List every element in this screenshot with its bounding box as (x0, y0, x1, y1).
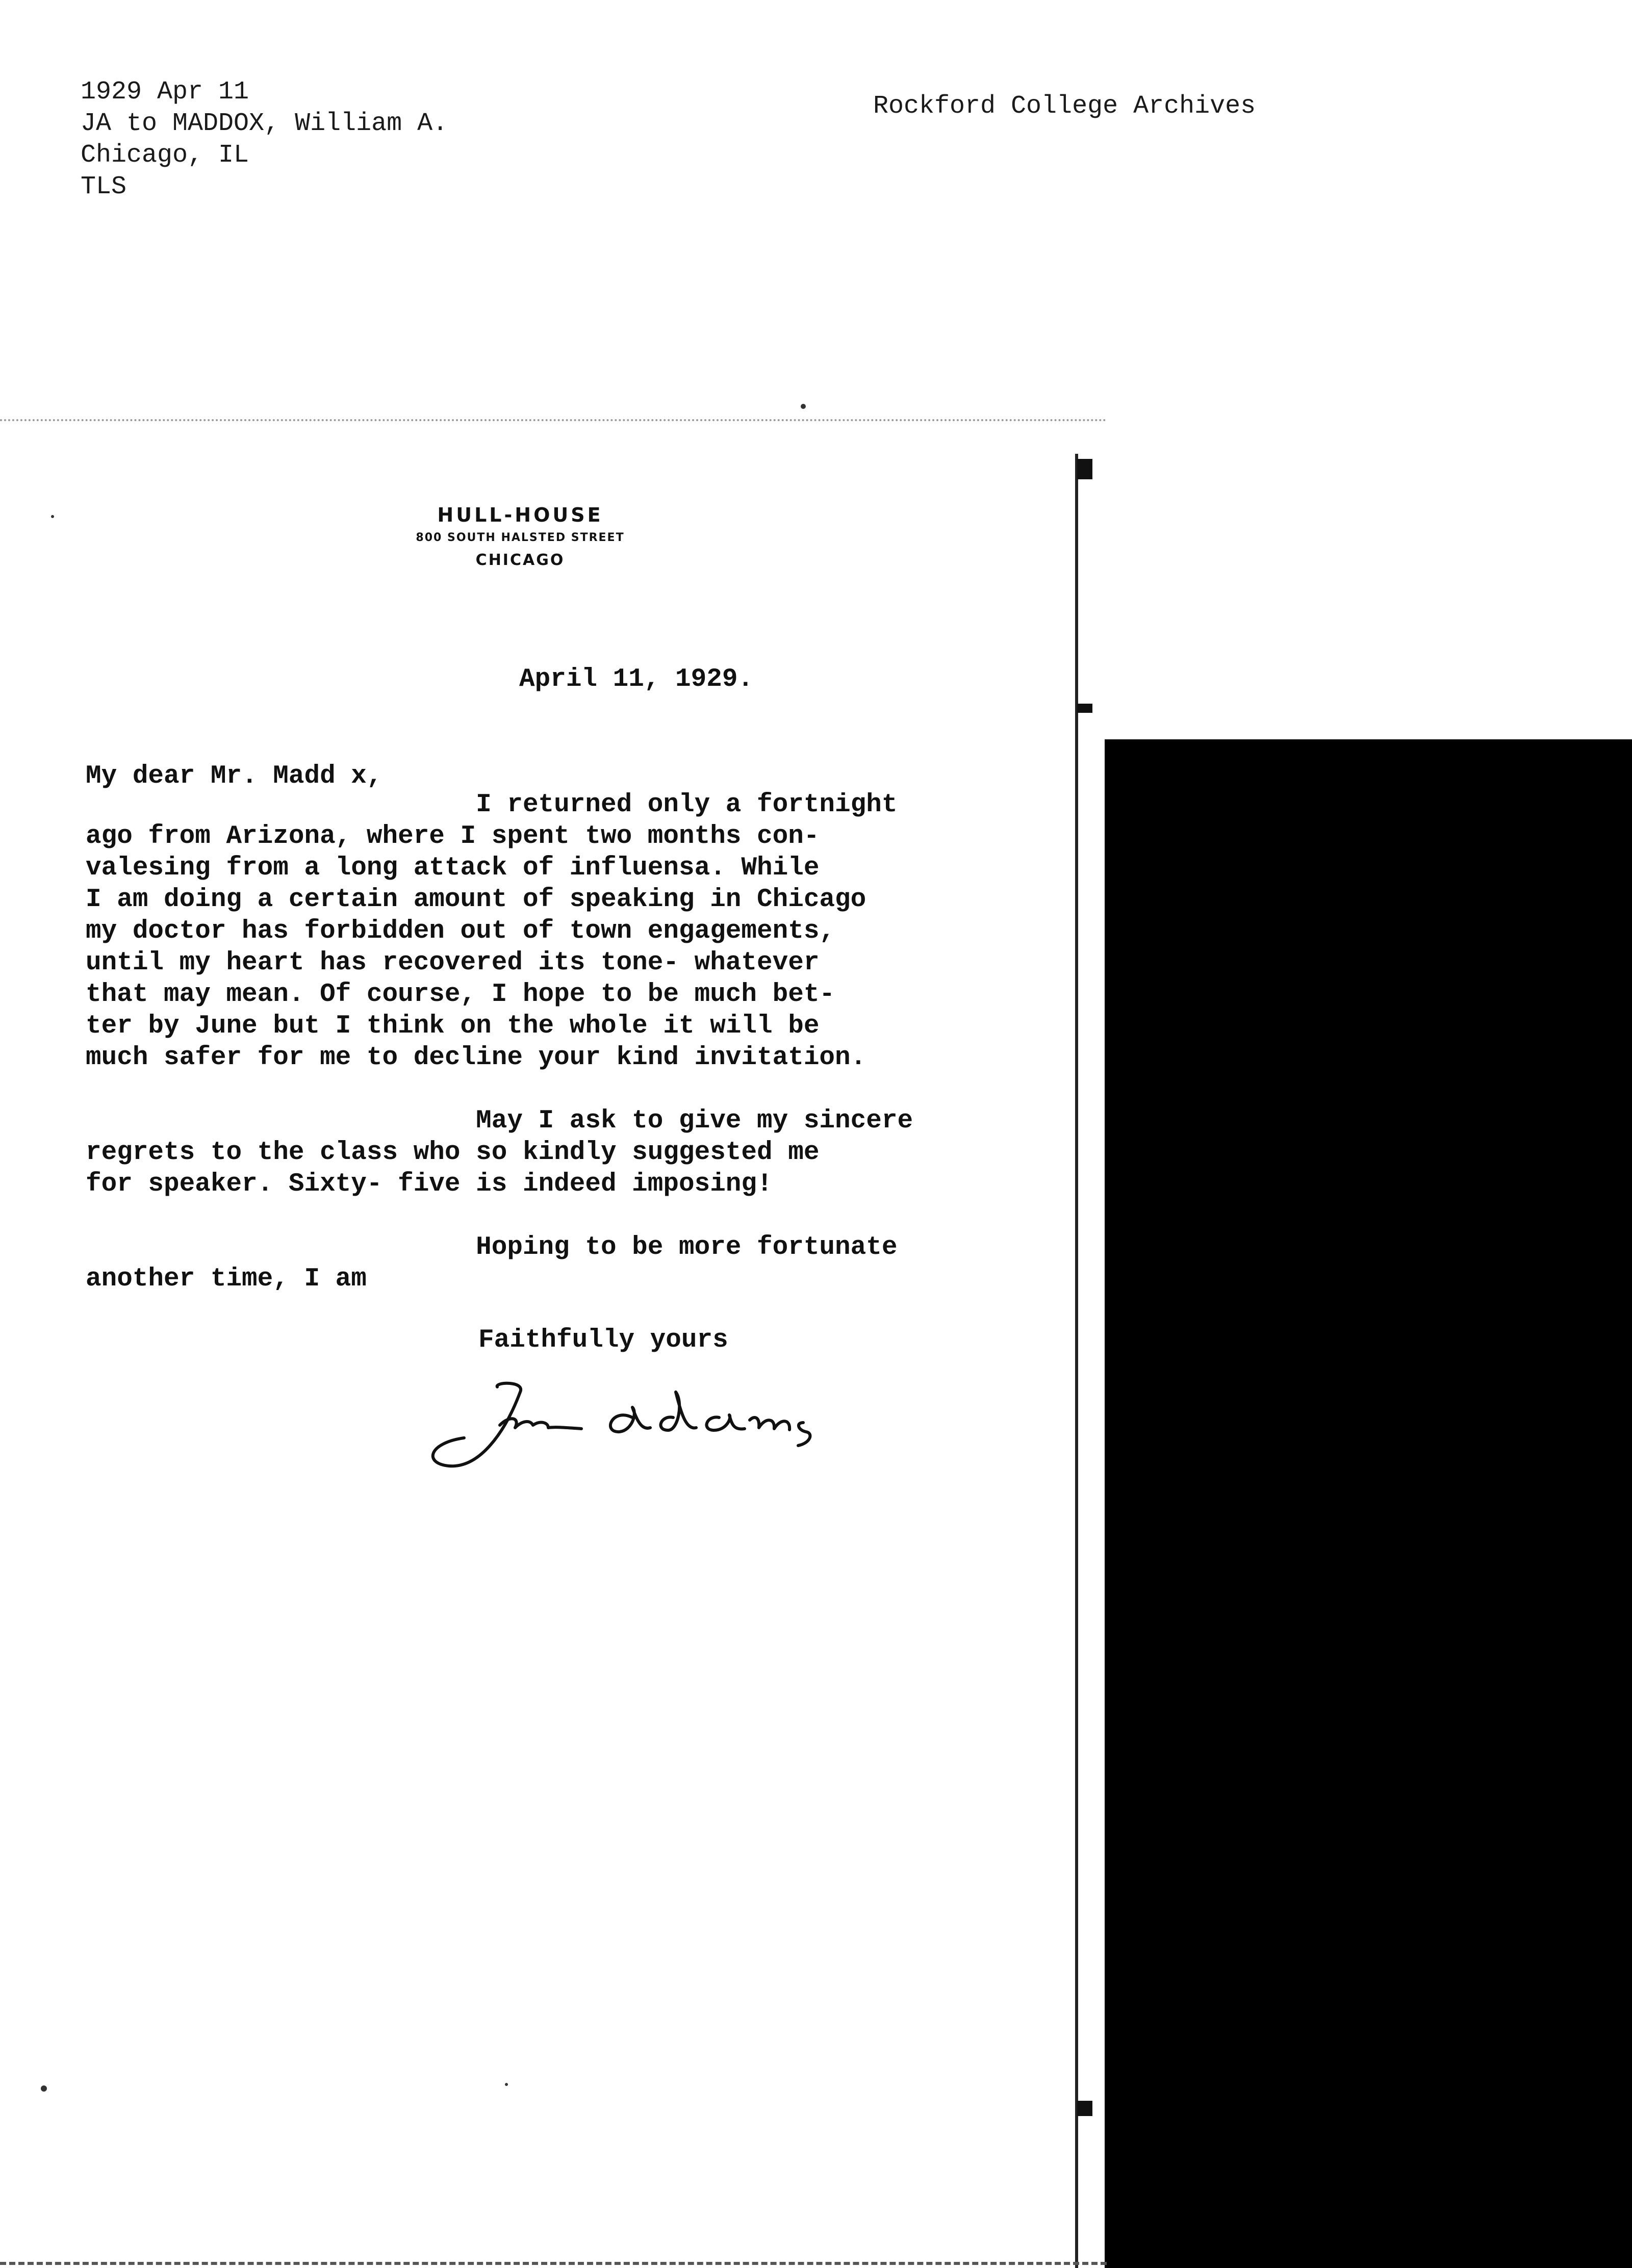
page-edge-mark (1077, 704, 1092, 713)
letter-body: I returned only a fortnight ago from Arizona, where I spent two months con- valesing from a long attack of influensa. While I am doing a certain amount of speaking in Chicago my doctor has forbidden out of town engagements, until my heart has recovered its tone- whatever that may mean. Of course, I hope to be much bet- ter by June but I think on the whole it will be much safer for me to decline your kind invitation. May I ask to give my sincere regrets to the class who so kindly suggested me for speaker. Sixty- five is indeed imposing! Hoping to be more fortunate another time, I am (86, 790, 913, 1294)
archive-name: Rockford College Archives (873, 92, 1256, 121)
letter-closing: Faithfully yours (478, 1326, 728, 1355)
scan-speck (51, 515, 54, 518)
catalog-date: 1929 Apr 11 (81, 78, 249, 107)
scan-bottom-edge (0, 2262, 1107, 2265)
page-edge-mark (1077, 2101, 1092, 2116)
scan-speck (41, 2085, 47, 2092)
catalog-header (81, 76, 448, 203)
letter-date: April 11, 1929. (519, 665, 754, 694)
catalog-place: Chicago, IL (81, 141, 249, 170)
scan-edge-line (0, 419, 1107, 421)
letterhead-city: CHICAGO (475, 551, 565, 569)
letterhead-name: HULL-HOUSE (437, 504, 603, 526)
letterhead (357, 502, 683, 573)
letterhead-street: 800 SOUTH HALSTED STREET (416, 531, 625, 544)
handwritten-signature (418, 1372, 908, 1484)
scan-speck (801, 404, 806, 409)
letter-salutation: My dear Mr. Madd x, (86, 762, 382, 791)
page-edge-mark (1077, 459, 1092, 479)
scan-background-dark (1102, 739, 1632, 2268)
catalog-type: TLS (81, 172, 127, 201)
catalog-correspondents: JA to MADDOX, William A. (81, 109, 448, 138)
letter-page-edge (1075, 454, 1105, 2268)
scan-speck (505, 2083, 508, 2086)
